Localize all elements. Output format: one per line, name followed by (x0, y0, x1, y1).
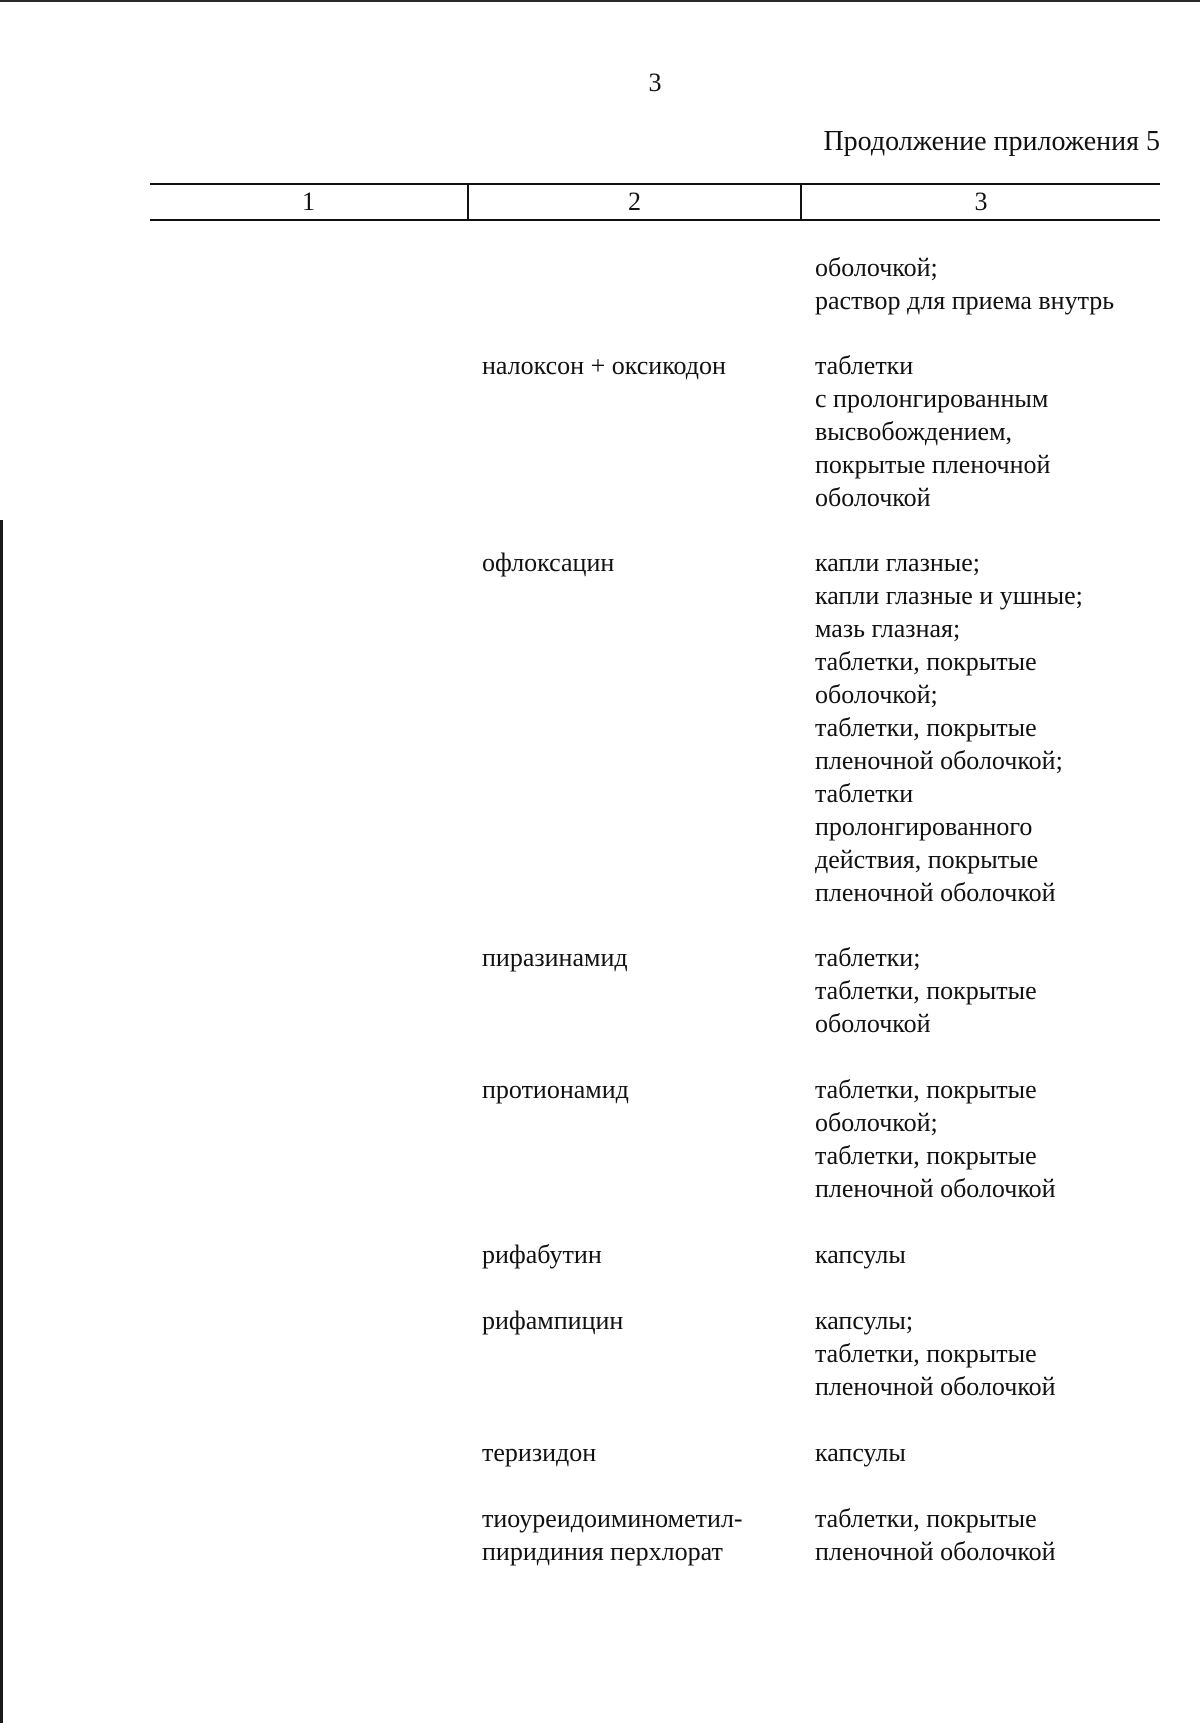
dosage-form-line: капсулы (815, 1240, 906, 1269)
drug-name (482, 1073, 802, 1106)
column-header-2: 2 (628, 187, 641, 216)
dosage-form-line: пролонгированного (815, 812, 1033, 841)
dosage-form-line: пленочной оболочкой (815, 1537, 1056, 1566)
dosage-form-line: пленочной оболочкой (815, 878, 1056, 907)
dosage-form-line: высвобождением, (815, 417, 1013, 446)
dosage-form-line: пленочной оболочкой; (815, 746, 1063, 775)
dosage-form-line: таблетки; (815, 943, 921, 972)
dosage-form-line: таблетки, покрытые (815, 713, 1037, 742)
dosage-form-line: капли глазные; (815, 548, 981, 577)
dosage-form-line: таблетки, покрытые (815, 1141, 1037, 1170)
dosage-form-line: оболочкой (815, 1009, 931, 1038)
dosage-form-line: оболочкой; (815, 680, 938, 709)
drug-name-line: пиразинамид (482, 943, 628, 972)
drug-name (482, 1436, 802, 1469)
drug-name (482, 1304, 802, 1337)
drug-name (482, 1502, 802, 1568)
dosage-form-line: действия, покрытые (815, 845, 1039, 874)
drug-name (482, 941, 802, 974)
header-bottom-rule (150, 219, 1160, 221)
dosage-form-line: раствор для приема внутрь (815, 286, 1115, 315)
dosage-form-line: оболочкой (815, 483, 931, 512)
drug-name (482, 1238, 802, 1271)
dosage-form-line: таблетки, покрытые (815, 1339, 1037, 1368)
dosage-form-line: оболочкой; (815, 253, 938, 282)
scan-edge-top (0, 0, 1200, 2)
dosage-form-line: покрытые пленочной (815, 450, 1051, 479)
drug-name (482, 349, 802, 382)
dosage-forms (815, 1304, 1185, 1403)
dosage-form-line: капли глазные и ушные; (815, 581, 1083, 610)
dosage-form-line: таблетки, покрытые (815, 647, 1037, 676)
dosage-forms (815, 1436, 1185, 1469)
scan-edge-left (0, 520, 3, 1723)
drug-name-line: налоксон + оксикодон (482, 351, 726, 380)
column-header-1: 1 (302, 187, 315, 216)
dosage-form-line: капсулы; (815, 1306, 914, 1335)
dosage-form-line: таблетки (815, 779, 914, 808)
drug-name-line: рифампицин (482, 1306, 624, 1335)
dosage-form-line: таблетки (815, 351, 914, 380)
dosage-form-line: с пролонгированным (815, 384, 1049, 413)
drug-name-line: офлоксацин (482, 548, 615, 577)
page-number: 3 (648, 68, 662, 97)
drug-name-line: рифабутин (482, 1240, 602, 1269)
dosage-forms (815, 1502, 1185, 1568)
drug-name-line: теризидон (482, 1438, 597, 1467)
dosage-form-line: таблетки, покрытые (815, 1504, 1037, 1533)
dosage-forms (815, 941, 1185, 1040)
dosage-forms (815, 251, 1185, 317)
dosage-forms (815, 546, 1185, 909)
dosage-forms (815, 1238, 1185, 1271)
dosage-forms (815, 349, 1185, 514)
dosage-form-line: таблетки, покрытые (815, 976, 1037, 1005)
dosage-form-line: таблетки, покрытые (815, 1075, 1037, 1104)
dosage-form-line: капсулы (815, 1438, 906, 1467)
appendix-label: Продолжение приложения 5 (823, 126, 1160, 157)
header-top-rule (150, 183, 1160, 185)
drug-name-line: пиридиния перхлорат (482, 1537, 723, 1566)
dosage-form-line: мазь глазная; (815, 614, 961, 643)
dosage-form-line: оболочкой; (815, 1108, 938, 1137)
drug-name-line: протионамид (482, 1075, 629, 1104)
column-header-3: 3 (974, 187, 988, 216)
dosage-forms (815, 1073, 1185, 1205)
drug-name (482, 546, 802, 579)
drug-name-line: тиоуреидоиминометил- (482, 1504, 743, 1533)
dosage-form-line: пленочной оболочкой (815, 1372, 1056, 1401)
dosage-form-line: пленочной оболочкой (815, 1174, 1056, 1203)
